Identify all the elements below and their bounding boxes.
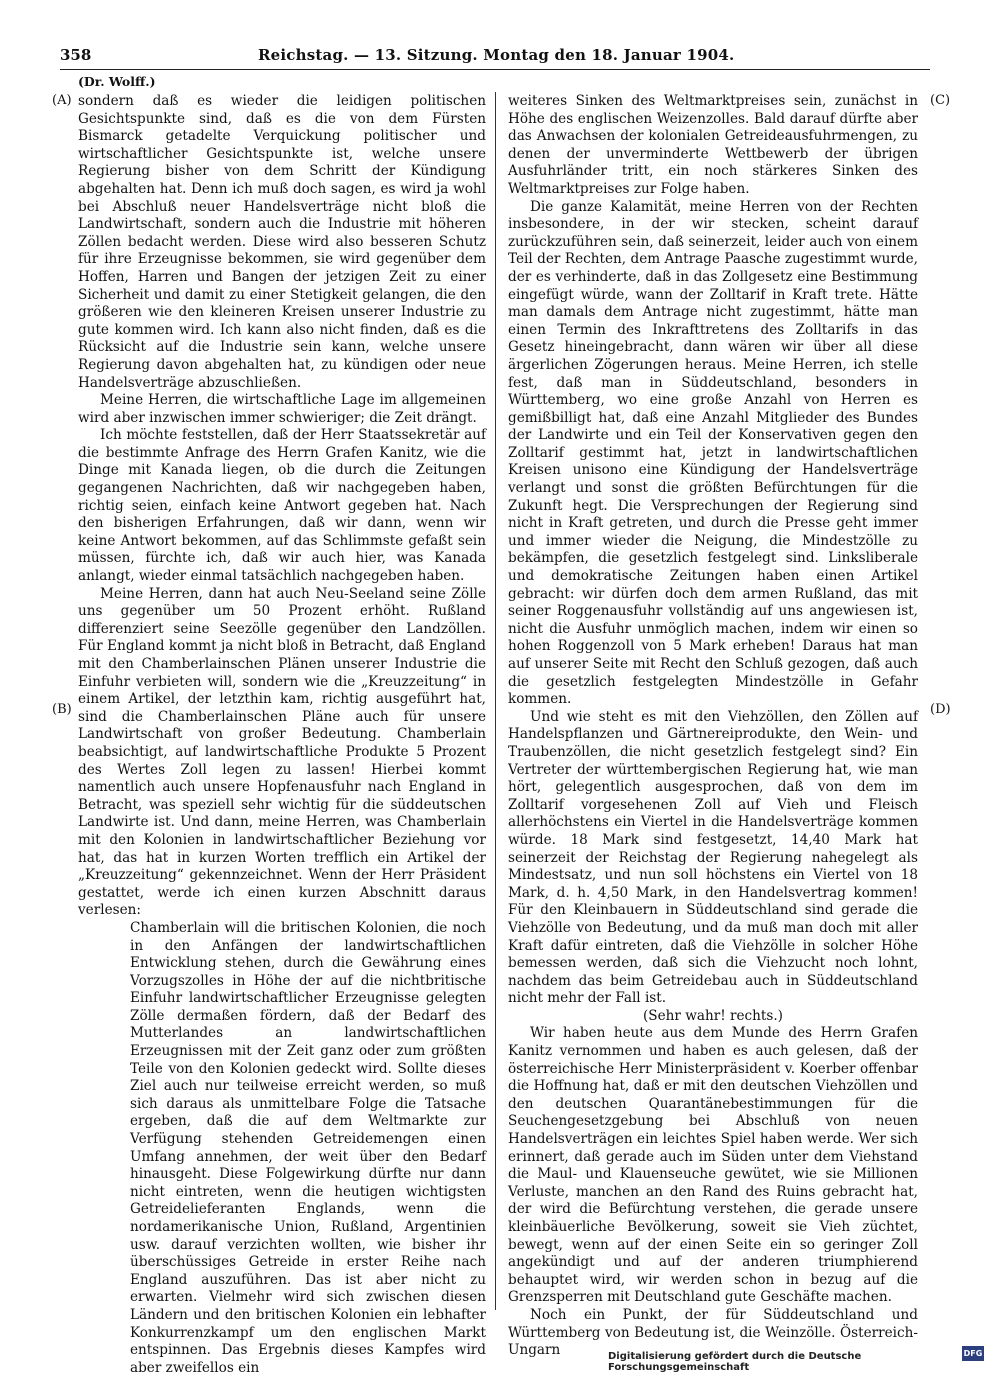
- paragraph: Die ganze Kalamität, meine Herren von der Rechten insbesondere, in der wir stecken, scheint darauf zurückzuführen sein, daß seinerzeit, leider auch von einem Teil der Rechten, dem Antrage Paasche zugestimmt wurde, der es verhinderte, daß in das Zollgesetz eine Bestimmung eingefügt würde, wann der Zolltarif in Kraft trete. Hätte man damals dem Antrage nicht zugestimmt, hätte man einen Termin des Inkrafttretens des Zolltarifs in das Gesetz hineingebracht, dann wären wir über all diese ärgerlichen Zögerungen heraus. Meine Herren, ich stelle fest, daß man in Süddeutschland, besonders in Württemberg, wo eine große Anzahl von Herren es gemißbilligt hat, daß eine Anzahl Mitglieder des Bundes der Landwirte und ein Teil der Konservativen gegen den Zolltarif gestimmt hat, jetzt in landwirtschaftlichen Kreisen unisono eine Kündigung der Handelsverträge verlangt und sonst die größten Befürchtungen für die Zukunft hegt. Die Versprechungen der Regierung sind nicht in Kraft getreten, und durch die Presse geht immer und immer wieder die Neigung, die Mindestzölle zu bekämpfen, die gesetzlich festgelegt sind. Linksliberale und demokratische Zeitungen haben einen Artikel gebracht: wir dürfen doch dem armen Rußland, das mit seiner Roggenausfuhr vollständig auf uns angewiesen ist, nicht die Ausfuhr unmöglich machen, indem wir einen so hohen Roggenzoll von 5 Mark erheben! Daraus hat man auf unserer Seite mit Recht den Schluß gezogen, daß auch die gesetzlich festgelegten Mindestzölle in Gefahr kommen.: [508, 198, 918, 708]
- interjection: (Sehr wahr! rechts.): [643, 1007, 783, 1024]
- right-column: [508, 93, 918, 1360]
- left-column: [78, 93, 486, 1377]
- dfg-logo: DFG: [962, 1346, 984, 1361]
- block-quote: [78, 920, 486, 1377]
- paragraph: Ich möchte feststellen, daß der Herr Staatssekretär auf die bestimmte Anfrage des Herrn Grafen Kanitz, wie die Dinge mit Kanada liegen, ob die durch die Zeitungen gegangenen Nachrichten, daß wir nachgegeben haben, richtig seien, einfach keine Antwort gegeben hat. Nach den bisherigen Erfahrungen, daß wir dann, wenn wir keine Antwort bekommen, auf das Schlimmste gefaßt sein müssen, fürchte ich, daß wir auch hier, was Kanada anlangt, wieder einmal tatsächlich nachgegeben haben.: [78, 427, 486, 585]
- paragraph: Wir haben heute aus dem Munde des Herrn Grafen Kanitz vernommen und haben es auch gelesen, daß der österreichische Herr Ministerpräsident v. Koerber offenbar die Hoffnung hat, daß er mit den deutschen Viehzöllen und den deutschen Quarantänebestimmungen für die Seuchengesetzgebung bei Abschluß von neuen Handelsverträgen ein leichtes Spiel haben werde. Wer sich erinnert, daß gerade auch im Süden unter dem Viehstand die Maul- und Klauenseuche gewütet, wie sie Millionen Verluste, manchen an den Rand des Ruins gebracht hat, der wird die Befürchtung verstehen, die gerade unsere kleinbäuerliche Bevölkerung, soweit sie Vieh züchtet, bewegt, wenn auf der einen Seite ein so geringer Zoll angekündigt und auf der anderen triumphierend behauptet wird, wir werden schon in bezug auf die Grenzsperren mit Deutschland gute Geschäfte machen.: [508, 1025, 918, 1306]
- page-number: 358: [60, 46, 92, 64]
- quote-text: Chamberlain will die britischen Kolonien, die noch in den Anfängen der landwirtschaftlichen Entwicklung stehen, durch die Gewährung eines Vorzugszolles in Höhe der auf die nichtbritische Einfuhr landwirtschaftlicher Erzeugnisse gelegten Zölle dermaßen fördern, daß der Bedarf des Mutterlandes an landwirtschaftlichen Erzeugnissen mit der Zeit ganz oder zum größten Teile von den Kolonien gedeckt wird. Sollte dieses Ziel auch nur teilweise erreicht werden, so muß sich daraus als unmittelbare Folge die Tatsache ergeben, daß die auf dem Weltmarkte zur Verfügung stehenden Getreidemengen einen Umfang annehmen, der weit über den Bedarf hinausgeht. Diese Folgewirkung dürfte nur dann nicht eintreten, wenn die heutigen wichtigsten Getreidelieferanten Englands, wenn die nordamerikanische Union, Rußland, Argentinien usw. darauf verzichten wollten, wie bisher ihr überschüssiges Getreide in erster Reihe nach England auszuführen. Das ist aber nicht zu erwarten. Vielmehr wird sich zwischen diesen Ländern und den britischen Kolonien ein lebhafter Konkurrenzkampf um den englischen Markt entspinnen. Das Ergebnis dieses Kampfes wird aber zweifellos ein: [130, 919, 486, 1376]
- paragraph: Noch ein Punkt, der für Süddeutschland und Württemberg von Bedeutung ist, die Weinzölle. Österreich-Ungarn: [508, 1306, 918, 1359]
- margin-marker-b: (B): [52, 702, 72, 717]
- paragraph: Meine Herren, die wirtschaftliche Lage im allgemeinen wird aber inzwischen immer schwieriger; die Zeit drängt.: [78, 392, 486, 426]
- paragraph: sondern daß es wieder die leidigen politischen Gesichtspunkte sind, daß es die von dem Fürsten Bismarck getadelte Verquickung politischer und wirtschaftlicher Gesichtspunkte ist, welche unsere Regierung bisher von dem Schritt der Kündigung abgehalten hat. Denn ich muß doch sagen, es wird ja wohl bei Abschluß neuer Handelsverträge nicht bloß die Landwirtschaft, sondern auch die Industrie mit höheren Zöllen bedacht werden. Diese wird also besseren Schutz für ihre Erzeugnisse bekommen, sie wird gegenüber dem Hoffen, Harren und Bangen der jetzigen Zeit zu einer Sicherheit und damit zu einer Stetigkeit gelangen, die den größeren wie den kleineren Kreisen unserer Industrie zu gute kommen wird. Ich kann also nicht finden, daß es die Rücksicht auf die Industrie sein kann, welche unsere Regierung davon abgehalten hat, zu kündigen oder neue Handelsverträge abzuschließen.: [78, 93, 486, 391]
- page-title: Reichstag. — 13. Sitzung. Montag den 18. Januar 1904.: [258, 46, 735, 64]
- margin-marker-c: (C): [930, 93, 951, 108]
- speaker-label: (Dr. Wolff.): [78, 74, 156, 89]
- page-header: [60, 46, 930, 70]
- header-rule: [60, 69, 930, 70]
- margin-marker-a: (A): [52, 93, 72, 108]
- margin-marker-d: (D): [930, 702, 951, 717]
- footer-credit: Digitalisierung gefördert durch die Deutsche Forschungsgemeinschaft: [608, 1351, 862, 1373]
- paragraph: Und wie steht es mit den Viehzöllen, den Zöllen auf Handelspflanzen und Gärtnereiprodukte, den Wein- und Traubenzöllen, die nicht gesetzlich festgelegt sind? Ein Vertreter der württembergischen Regierung hat, wie man hört, gelegentlich ausgesprochen, daß von dem im Zolltarif vorgesehenen Zoll auf Vieh und Fleisch allerhöchstens ein Viertel in die Handelsverträge kommen würde. 18 Mark sind festgesetzt, 14,40 Mark hat seinerzeit der Reichstag der Regierung nahegelegt als Mindestsatz, und nun soll höchstens ein Viertel von 18 Mark, d. h. 4,50 Mark, in den Handelsvertrag kommen! Für den Kleinbauern in Süddeutschland sind gerade die Viehzölle von Bedeutung, und da muß man doch mit aller Kraft dafür eintreten, daß die Viehzölle in solcher Höhe bemessen werden, daß sich die Viehzucht noch lohnt, nachdem das beim Getreidebau auch in Süddeutschland nicht mehr der Fall ist.: [508, 708, 918, 1007]
- column-divider: [495, 92, 496, 1310]
- paragraph: weiteres Sinken des Weltmarktpreises sein, zunächst in Höhe des englischen Weizenzolles. Bald darauf dürfte aber das Anwachsen der kolonialen Getreideausfuhrmengen, zu denen der unverminderte Wettbewerb der übrigen Ausfuhrländer tritt, ein noch stärkeres Sinken des Weltmarktpreises zur Folge haben.: [508, 93, 918, 197]
- paragraph: Meine Herren, dann hat auch Neu-Seeland seine Zölle uns gegenüber um 50 Prozent erhöht. Rußland differenziert seine Seezölle gegenüber den Landzöllen. Für England kommt ja nicht bloß in Betracht, daß England mit den Chamberlainschen Plänen unserer Industrie die Einfuhr verbieten will, sondern wie die „Kreuzzeitung“ in einem Artikel, der letzthin kam, richtig ausgeführt hat, sind die Chamberlainschen Pläne auch für unsere Landwirtschaft von großer Bedeutung. Chamberlain beabsichtigt, auf landwirtschaftliche Produkte 5 Prozent des Wertes Zoll legen zu lassen! Hierbei kommt namentlich auch unsere Hopfenausfuhr nach England in Betracht, was speziell sehr wichtig für die süddeutschen Landwirte ist. Und dann, meine Herren, was Chamberlain mit den Kolonien in landwirtschaftlicher Beziehung vor hat, das hat in kurzen Worten trefflich ein Artikel der „Kreuzzeitung“ gekennzeichnet. Wenn der Herr Präsident gestattet, werde ich einen kurzen Abschnitt daraus verlesen:: [78, 585, 486, 919]
